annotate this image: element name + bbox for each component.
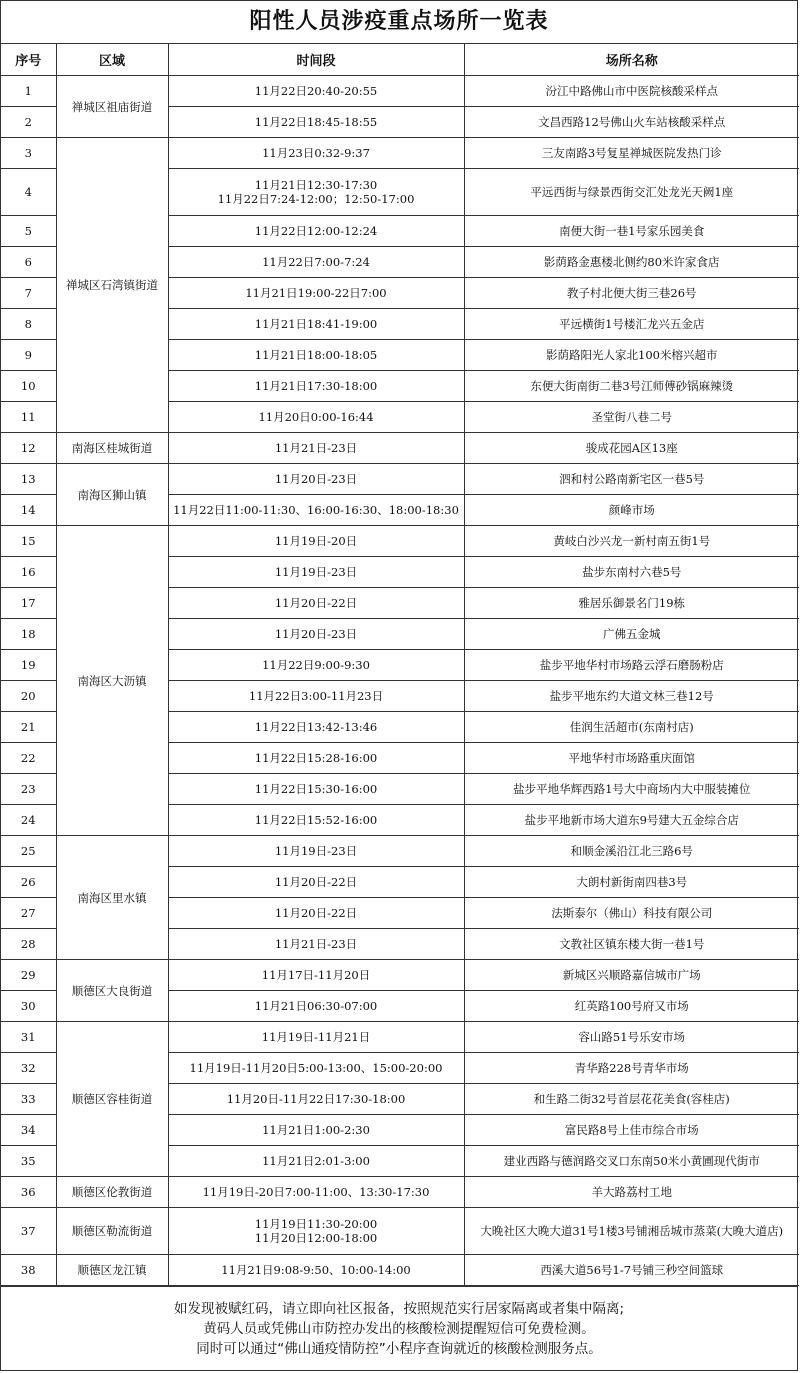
time-cell [168, 526, 464, 557]
row-number: 18 [1, 619, 56, 650]
time-cell [168, 247, 464, 278]
row-number: 5 [1, 216, 56, 247]
time-cell [168, 76, 464, 107]
time-cell [168, 309, 464, 340]
time-line: 11月22日7:00-7:24 [262, 255, 370, 269]
row-number: 11 [1, 402, 56, 433]
time-line: 11月19日-23日 [274, 844, 358, 858]
page-title: 阳性人员涉疫重点场所一览表 [1, 1, 797, 44]
row-number: 14 [1, 495, 56, 526]
region-cell: 南海区狮山镇 [56, 464, 168, 526]
time-line: 11月21日18:00-18:05 [254, 348, 378, 362]
place-cell: 和顺金溪沿江北三路6号 [464, 836, 799, 867]
row-number: 3 [1, 138, 56, 169]
time-cell [168, 867, 464, 898]
time-cell [168, 929, 464, 960]
row-number: 26 [1, 867, 56, 898]
row-number: 34 [1, 1115, 56, 1146]
place-cell: 建业西路与德润路交叉口东南50米小黄圃现代街市 [464, 1146, 799, 1177]
place-cell: 新城区兴顺路嘉信城市广场 [464, 960, 799, 991]
footer-notice [1, 1286, 797, 1359]
time-cell [168, 1115, 464, 1146]
row-number: 27 [1, 898, 56, 929]
region-cell: 禅城区石湾镇街道 [56, 138, 168, 433]
place-cell: 盐步东南村六巷5号 [464, 557, 799, 588]
place-cell: 东便大街南街二巷3号江师傅砂锅麻辣烫 [464, 371, 799, 402]
region-cell: 禅城区祖庙街道 [56, 76, 168, 138]
time-cell [168, 1053, 464, 1084]
region-cell: 南海区大沥镇 [56, 526, 168, 836]
time-line: 11月20日-23日 [274, 627, 358, 641]
time-line: 11月22日11:00-11:30、16:00-16:30、18:00-18:30 [173, 503, 459, 517]
time-line: 11月19日-11月20日5:00-13:00、15:00-20:00 [189, 1061, 443, 1075]
place-cell: 颜峰市场 [464, 495, 799, 526]
time-line: 11月19日-23日 [274, 565, 358, 579]
time-cell [168, 433, 464, 464]
header-place: 场所名称 [464, 44, 799, 76]
table-row [1, 526, 799, 557]
time-cell [168, 588, 464, 619]
region-cell: 南海区里水镇 [56, 836, 168, 960]
time-line: 11月19日-20日 [274, 534, 358, 548]
place-cell: 圣堂街八巷二号 [464, 402, 799, 433]
footer-line: 如发现被赋红码，请立即向社区报备，按照规范实行居家隔离或者集中隔离; [173, 1301, 625, 1317]
time-line: 11月21日17:30-18:00 [254, 379, 378, 393]
time-cell [168, 898, 464, 929]
time-cell [168, 650, 464, 681]
place-cell: 盐步平地东约大道文林三巷12号 [464, 681, 799, 712]
time-cell [168, 557, 464, 588]
table-row [1, 433, 799, 464]
time-line: 11月21日9:08-9:50、10:00-14:00 [221, 1263, 411, 1277]
place-cell: 大朗村新街南四巷3号 [464, 867, 799, 898]
row-number: 6 [1, 247, 56, 278]
table-body [1, 76, 799, 1286]
time-cell [168, 1177, 464, 1208]
time-cell [168, 138, 464, 169]
time-line: 11月21日12:30-17:30 [254, 178, 378, 192]
time-cell [168, 991, 464, 1022]
row-number: 25 [1, 836, 56, 867]
place-cell: 平地华村市场路重庆面馆 [464, 743, 799, 774]
time-line: 11月20日0:00-16:44 [258, 410, 374, 424]
table-row [1, 138, 799, 169]
time-line: 11月21日1:00-2:30 [262, 1123, 370, 1137]
time-line: 11月22日20:40-20:55 [254, 84, 378, 98]
time-cell [168, 495, 464, 526]
time-cell [168, 681, 464, 712]
time-cell [168, 743, 464, 774]
time-cell [168, 619, 464, 650]
table-row [1, 960, 799, 991]
place-cell: 泗和村公路南新宅区一巷5号 [464, 464, 799, 495]
time-cell [168, 1022, 464, 1053]
time-line: 11月22日13:42-13:46 [254, 720, 378, 734]
header-no: 序号 [1, 44, 56, 76]
row-number: 1 [1, 76, 56, 107]
place-cell: 大晚社区大晚大道31号1楼3号铺湘岳城市蒸菜(大晚大道店) [464, 1208, 799, 1255]
time-line: 11月20日12:00-18:00 [254, 1231, 378, 1245]
row-number: 22 [1, 743, 56, 774]
place-cell: 黄岐白沙兴龙一新村南五街1号 [464, 526, 799, 557]
time-cell [168, 960, 464, 991]
row-number: 32 [1, 1053, 56, 1084]
place-cell: 富民路8号上佳市综合市场 [464, 1115, 799, 1146]
time-cell [168, 107, 464, 138]
table-header-row [1, 44, 799, 76]
place-cell: 平远横街1号楼汇龙兴五金店 [464, 309, 799, 340]
time-line: 11月21日-23日 [274, 441, 358, 455]
row-number: 33 [1, 1084, 56, 1115]
place-cell: 羊大路荔村工地 [464, 1177, 799, 1208]
time-line: 11月17日-11月20日 [261, 968, 371, 982]
place-cell: 三友南路3号复星禅城医院发热门诊 [464, 138, 799, 169]
time-cell [168, 371, 464, 402]
place-cell: 教子村北便大街三巷26号 [464, 278, 799, 309]
time-line: 11月22日7:24-12:00；12:50-17:00 [217, 192, 415, 206]
row-number: 23 [1, 774, 56, 805]
place-cell: 盐步平地华辉西路1号大中商场内大中服装摊位 [464, 774, 799, 805]
place-cell: 和生路二街32号首层花花美食(容桂店) [464, 1084, 799, 1115]
place-cell: 青华路228号青华市场 [464, 1053, 799, 1084]
time-line: 11月21日18:41-19:00 [254, 317, 378, 331]
place-cell: 影荫路金惠楼北侧约80米许家食店 [464, 247, 799, 278]
region-cell: 顺德区勒流街道 [56, 1208, 168, 1255]
place-cell: 法斯泰尔（佛山）科技有限公司 [464, 898, 799, 929]
time-cell [168, 836, 464, 867]
place-cell: 骏成花园A区13座 [464, 433, 799, 464]
place-cell: 文昌西路12号佛山火车站核酸采样点 [464, 107, 799, 138]
place-cell: 佳润生活超市(东南村店) [464, 712, 799, 743]
place-cell: 西溪大道56号1-7号铺三秒空间篮球 [464, 1255, 799, 1286]
time-line: 11月22日15:28-16:00 [254, 751, 378, 765]
place-cell: 南便大街一巷1号家乐园美食 [464, 216, 799, 247]
table-row [1, 76, 799, 107]
row-number: 2 [1, 107, 56, 138]
time-line: 11月19日11:30-20:00 [254, 1217, 378, 1231]
row-number: 16 [1, 557, 56, 588]
time-cell [168, 340, 464, 371]
row-number: 4 [1, 169, 56, 216]
row-number: 8 [1, 309, 56, 340]
time-cell [168, 1146, 464, 1177]
time-cell [168, 1255, 464, 1286]
place-cell: 汾江中路佛山市中医院核酸采样点 [464, 76, 799, 107]
time-line: 11月21日19:00-22日7:00 [245, 286, 387, 300]
table-row [1, 1255, 799, 1286]
region-cell: 顺德区龙江镇 [56, 1255, 168, 1286]
row-number: 35 [1, 1146, 56, 1177]
region-cell: 顺德区容桂街道 [56, 1022, 168, 1177]
time-line: 11月20日-22日 [274, 596, 358, 610]
region-cell: 顺德区大良街道 [56, 960, 168, 1022]
place-cell: 影荫路阳光人家北100米榕兴超市 [464, 340, 799, 371]
time-line: 11月21日-23日 [274, 937, 358, 951]
time-cell [168, 805, 464, 836]
place-cell: 文教社区镇东楼大街一巷1号 [464, 929, 799, 960]
time-cell [168, 1084, 464, 1115]
time-line: 11月22日15:30-16:00 [254, 782, 378, 796]
place-cell: 盐步平地新市场大道东9号建大五金综合店 [464, 805, 799, 836]
table-row [1, 836, 799, 867]
time-line: 11月20日-11月22日17:30-18:00 [226, 1092, 406, 1106]
time-cell [168, 1208, 464, 1255]
row-number: 20 [1, 681, 56, 712]
region-cell: 南海区桂城街道 [56, 433, 168, 464]
row-number: 19 [1, 650, 56, 681]
row-number: 13 [1, 464, 56, 495]
row-number: 10 [1, 371, 56, 402]
time-cell [168, 278, 464, 309]
place-cell: 平远西街与绿景西街交汇处龙光天阙1座 [464, 169, 799, 216]
time-line: 11月21日06:30-07:00 [254, 999, 378, 1013]
row-number: 30 [1, 991, 56, 1022]
row-number: 36 [1, 1177, 56, 1208]
row-number: 37 [1, 1208, 56, 1255]
time-cell [168, 402, 464, 433]
venue-table [1, 44, 799, 1286]
time-cell [168, 169, 464, 216]
table-row [1, 464, 799, 495]
row-number: 31 [1, 1022, 56, 1053]
time-line: 11月23日0:32-9:37 [262, 146, 370, 160]
row-number: 29 [1, 960, 56, 991]
time-line: 11月20日-23日 [274, 472, 358, 486]
row-number: 21 [1, 712, 56, 743]
place-cell: 雅居乐御景名门19栋 [464, 588, 799, 619]
time-line: 11月22日3:00-11月23日 [248, 689, 384, 703]
place-cell: 盐步平地华村市场路云浮石磨肠粉店 [464, 650, 799, 681]
row-number: 17 [1, 588, 56, 619]
header-region: 区域 [56, 44, 168, 76]
row-number: 7 [1, 278, 56, 309]
time-line: 11月19日-11月21日 [261, 1030, 371, 1044]
time-line: 11月22日15:52-16:00 [254, 813, 378, 827]
row-number: 15 [1, 526, 56, 557]
time-cell [168, 774, 464, 805]
header-time: 时间段 [168, 44, 464, 76]
time-line: 11月20日-22日 [274, 875, 358, 889]
place-cell: 广佛五金城 [464, 619, 799, 650]
time-cell [168, 464, 464, 495]
row-number: 9 [1, 340, 56, 371]
row-number: 28 [1, 929, 56, 960]
time-line: 11月22日9:00-9:30 [262, 658, 370, 672]
table-row [1, 1177, 799, 1208]
footer-line: 同时可以通过“佛山通疫情防控”小程序查询就近的核酸检测服务点。 [196, 1341, 602, 1357]
time-line: 11月22日18:45-18:55 [254, 115, 378, 129]
place-cell: 容山路51号乐安市场 [464, 1022, 799, 1053]
time-cell [168, 712, 464, 743]
time-line: 11月21日2:01-3:00 [262, 1154, 370, 1168]
time-line: 11月19日-20日7:00-11:00、13:30-17:30 [202, 1185, 430, 1199]
time-line: 11月22日12:00-12:24 [254, 224, 378, 238]
row-number: 38 [1, 1255, 56, 1286]
row-number: 24 [1, 805, 56, 836]
row-number: 12 [1, 433, 56, 464]
place-cell: 红英路100号府又市场 [464, 991, 799, 1022]
time-line: 11月20日-22日 [274, 906, 358, 920]
table-row [1, 1022, 799, 1053]
footer-line: 黄码人员或凭佛山市防控办发出的核酸检测提醒短信可免费检测。 [203, 1321, 595, 1337]
time-cell [168, 216, 464, 247]
table-row [1, 1208, 799, 1255]
region-cell: 顺德区伦教街道 [56, 1177, 168, 1208]
